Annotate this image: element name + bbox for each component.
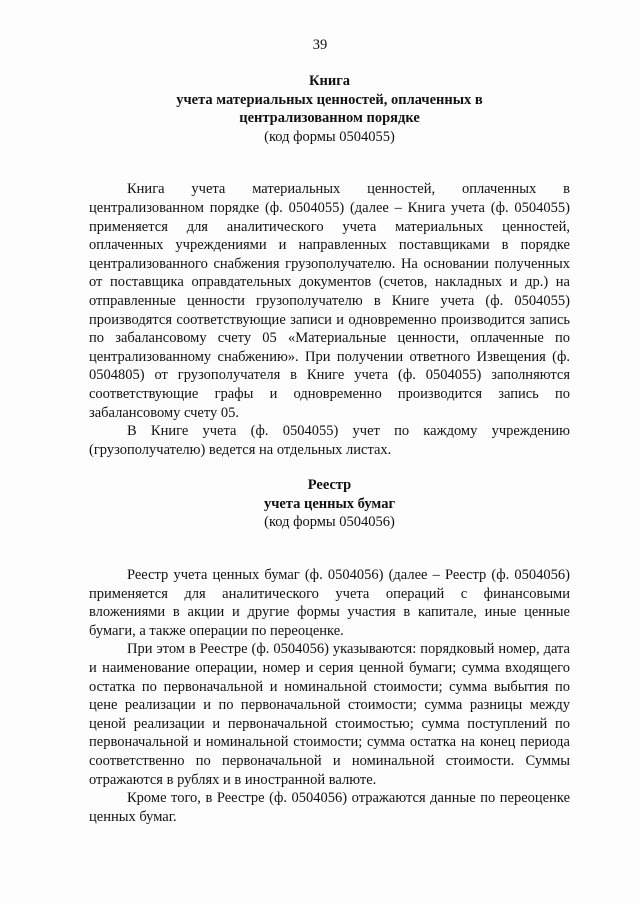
paragraph: В Книге учета (ф. 0504055) учет по каждому учреждению (грузополучателю) ведется на отдельных листах. <box>89 423 570 458</box>
section-title-line: централизованном порядке <box>239 110 420 127</box>
section-title-line: учета материальных ценностей, оплаченных в <box>176 91 483 108</box>
document-body <box>89 72 570 826</box>
section-title-line: учета ценных бумаг <box>263 495 396 512</box>
form-code: (код формы 0504055) <box>264 128 395 145</box>
section-heading-register <box>89 476 570 532</box>
page-number: 39 <box>312 37 328 53</box>
paragraph: Кроме того, в Реестре (ф. 0504056) отражаются данные по переоценке ценных бумаг. <box>89 790 570 825</box>
paragraph: При этом в Реестре (ф. 0504056) указываются: порядковый номер, дата и наименование операции, номер и серия ценной бумаги; сумма входящего остатка по первоначальной и номинальной стоимости; сумма выбытия по цене реализации и по первоначальной стоимости; сумма разницы между ценой реализации и первоначальной стоимостью; сумма поступлений по первоначальной и номинальной стоимости; сумма остатка на конец периода соответственно по первоначальной и номинальной стоимости. Суммы отражаются в рублях и в иностранной валюте. <box>89 641 570 788</box>
paragraph: Реестр учета ценных бумаг (ф. 0504056) (далее – Реестр (ф. 0504056) применяется для аналитического учета операций с финансовыми вложениями в акции и другие формы участия в капитале, иные ценные бумаги, а также операции по переоценке. <box>89 567 570 639</box>
section-title-line: Книга <box>308 73 351 89</box>
form-code: (код формы 0504056) <box>264 514 395 531</box>
section-heading-book <box>89 72 570 146</box>
section-title-line: Реестр <box>307 477 352 494</box>
paragraph: Книга учета материальных ценностей, оплаченных в централизованном порядке (ф. 0504055) (далее – Книга учета (ф. 0504055) применяется для аналитического учета материальных ценностей, оплаченных учреждениями и направленных поставщиками в порядке централизованного снабжения грузополучателю. На основании полученных от поставщика оправдательных документов (счетов, накладных и др.) на отправленные ценности грузополучателю в Книге учета (ф. 0504055) производятся соответствующие записи и одновременно производится запись по забалансовому счету 05 «Материальные ценности, оплаченные по централизованному снабжению». При получении ответного Извещения (ф. 0504805) от грузополучателя в Книге учета (ф. 0504055) заполняются соответствующие графы и одновременно производится запись по забалансовому счету 05. <box>89 181 570 421</box>
